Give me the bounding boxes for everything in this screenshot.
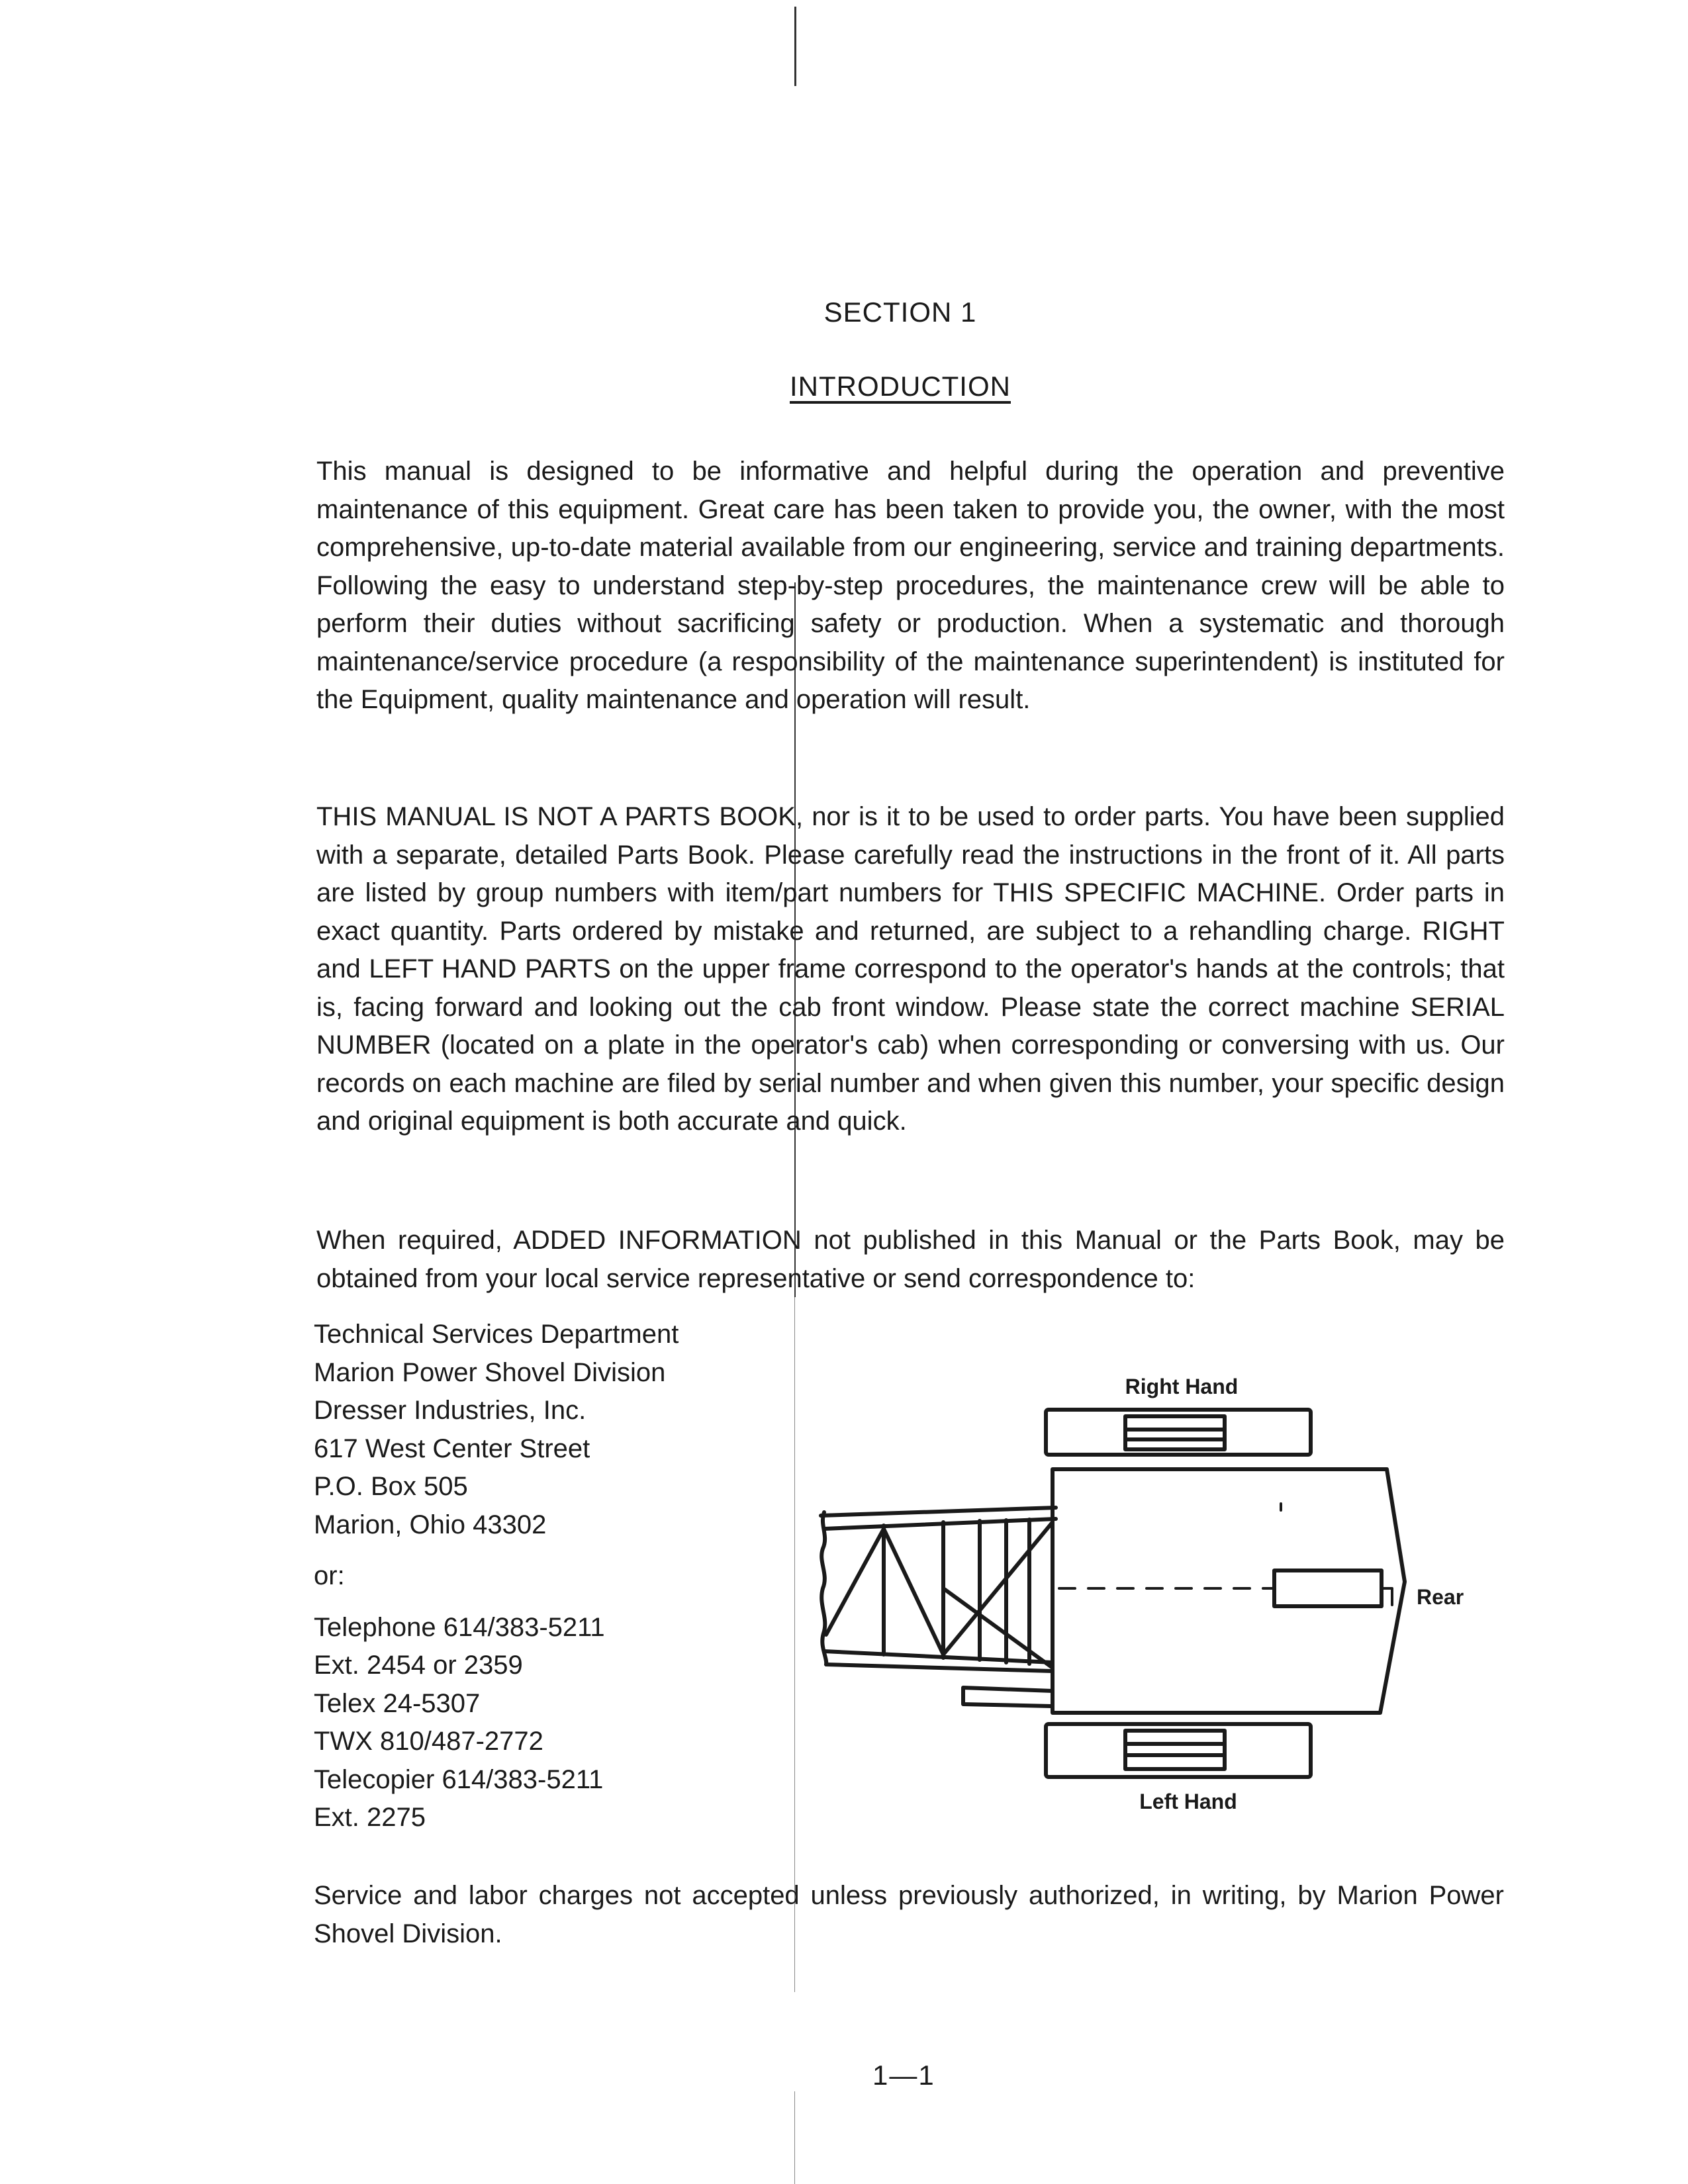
closing-paragraph: Service and labor charges not accepted unless previously authorized, in writing, by Marion Power Shovel Division.	[314, 1881, 1504, 1948]
address-line: Technical Services Department	[314, 1320, 679, 1349]
right-hand-label: Right Hand	[1125, 1375, 1239, 1398]
contact-line: Telephone 614/383-5211	[314, 1612, 605, 1642]
binding-line-top	[794, 7, 796, 86]
upper-frame	[1053, 1469, 1405, 1713]
right-hand-track	[1046, 1410, 1311, 1455]
counterweight	[1274, 1570, 1382, 1606]
section-number: SECTION 1	[823, 296, 977, 328]
section-title: INTRODUCTION	[790, 371, 1011, 402]
contact-line: Telecopier 614/383-5211	[314, 1764, 604, 1794]
boom-lattice	[821, 1508, 1056, 1671]
address-line: 617 West Center Street	[314, 1433, 590, 1463]
address-line: Marion, Ohio 43302	[314, 1510, 547, 1539]
contact-line: TWX 810/487-2772	[314, 1727, 543, 1756]
added-information-paragraph: When required, ADDED INFORMATION not published in this Manual or the Parts Book, may be obtained from your local service representative or send correspondence to:	[316, 1226, 1505, 1293]
or-label: or:	[314, 1561, 345, 1590]
left-hand-track	[1046, 1724, 1311, 1777]
binding-line-bottom	[794, 2091, 795, 2184]
rear-label: Rear	[1417, 1585, 1464, 1609]
contact-line: Ext. 2275	[314, 1803, 426, 1832]
mailing-address	[314, 1316, 817, 1837]
left-hand-label: Left Hand	[1139, 1790, 1237, 1813]
address-line: Marion Power Shovel Division	[314, 1357, 666, 1387]
contact-line: Ext. 2454 or 2359	[314, 1651, 523, 1680]
contact-line: Telex 24-5307	[314, 1688, 481, 1718]
intro-paragraph: This manual is designed to be informative and helpful during the operation and preventive maintenance of this equipment. Great care has been taken to provide you, the owner, with the most comprehensive, up-to-date material available from our engineering, service and training departments. Following the easy to understand step-by-step procedures, the maintenance crew will be able to perform their duties without sacrificing safety or production. When a systematic and thorough maintenance/service procedure (a responsibility of the maintenance superintendent) is instituted for the Equipment, quality maintenance and operation will result.	[316, 457, 1505, 714]
address-line: P.O. Box 505	[314, 1472, 468, 1501]
page-number: 1—1	[872, 2060, 935, 2091]
machine-top-view-diagram	[801, 1357, 1509, 1820]
address-line: Dresser Industries, Inc.	[314, 1396, 586, 1425]
parts-book-paragraph: THIS MANUAL IS NOT A PARTS BOOK, nor is it to be used to order parts. You have been supplied with a separate, detailed Parts Book. Please carefully read the instructions in the front of it. All parts are listed by group numbers with item/part numbers for THIS SPECIFIC MACHINE. Order parts in exact quantity. Parts ordered by mistake and returned, are subject to a rehandling charge. RIGHT and LEFT HAND PARTS on the upper frame correspond to the operator's hands at the controls; that is, facing forward and looking out the cab front window. Please state the correct machine SERIAL NUMBER (located on a plate in the operator's cab) when corresponding or conversing with us. Our records on each machine are filed by serial number and when given this number, your specific design and original equipment is both accurate and quick.	[316, 802, 1505, 1136]
